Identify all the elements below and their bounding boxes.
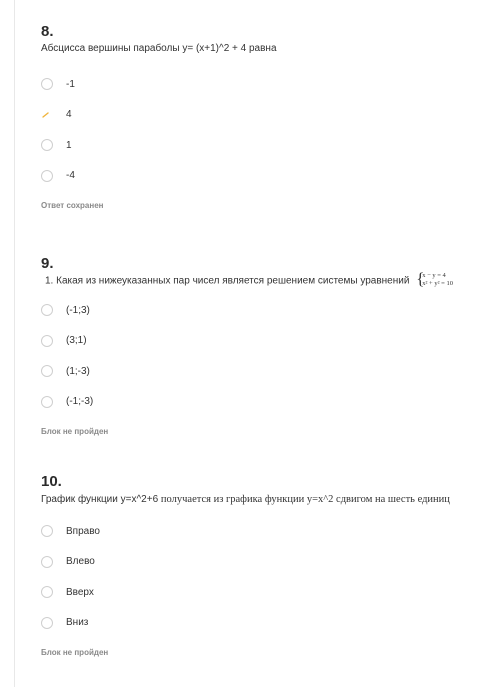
radio-button[interactable] — [41, 335, 53, 347]
option-minus1-3[interactable] — [41, 295, 488, 326]
equation-system — [416, 269, 453, 288]
option-minus-4[interactable] — [41, 161, 488, 192]
option-label: 4 — [66, 109, 72, 121]
option-label: Вниз — [66, 617, 89, 629]
question-number: 9. — [41, 255, 54, 272]
option-label: (-1;3) — [66, 304, 90, 316]
answer-options — [41, 69, 488, 191]
option-right[interactable] — [41, 516, 488, 547]
question-9 — [41, 256, 488, 436]
option-left[interactable] — [41, 547, 488, 578]
question-number: 8. — [41, 23, 54, 40]
question-text-row — [41, 269, 488, 289]
option-1-minus3[interactable] — [41, 356, 488, 387]
option-minus-1[interactable] — [41, 69, 488, 100]
question-text: 1. Какая из нижеуказанных пар чисел является решением системы уравнений — [45, 275, 410, 287]
option-minus1-minus3[interactable] — [41, 387, 488, 418]
left-border-line — [14, 0, 15, 687]
option-label: (1;-3) — [66, 365, 90, 377]
option-4[interactable] — [41, 100, 488, 131]
radio-button[interactable] — [41, 139, 53, 151]
option-label: (-1;-3) — [66, 396, 94, 408]
radio-button[interactable] — [41, 365, 53, 377]
radio-button[interactable] — [41, 304, 53, 316]
option-label: -1 — [66, 78, 75, 90]
question-10 — [41, 474, 488, 657]
option-label: Вверх — [66, 586, 94, 598]
question-8 — [41, 24, 488, 210]
equation-1: x − y = 4 — [422, 272, 446, 279]
radio-button[interactable] — [41, 586, 53, 598]
radio-button[interactable] — [41, 617, 53, 629]
radio-button[interactable] — [41, 525, 53, 537]
option-down[interactable] — [41, 608, 488, 639]
option-label: Вправо — [66, 525, 100, 537]
option-up[interactable] — [41, 577, 488, 608]
question-text: Абсцисса вершины параболы у= (х+1)^2 + 4 равна — [41, 43, 277, 54]
equation-2: x² + y² = 10 — [422, 280, 453, 287]
question-text-continued: получается из графика функции у=х^2 сдвигом на шесть единиц — [160, 494, 450, 505]
option-label: -4 — [66, 170, 75, 182]
option-label: (3;1) — [66, 335, 87, 347]
question-text: График функции у=x^2+6 — [41, 494, 159, 505]
status-text: Блок не пройден — [41, 648, 109, 657]
status-text: Ответ сохранен — [41, 201, 104, 210]
option-label: 1 — [66, 139, 72, 151]
radio-button[interactable] — [41, 556, 53, 568]
answer-options — [41, 516, 488, 638]
option-1[interactable] — [41, 130, 488, 161]
radio-button[interactable] — [41, 78, 53, 90]
checkmark-icon[interactable] — [41, 109, 53, 121]
radio-button[interactable] — [41, 170, 53, 182]
option-3-1[interactable] — [41, 326, 488, 357]
answer-options — [41, 295, 488, 417]
option-label: Влево — [66, 556, 95, 568]
radio-button[interactable] — [41, 396, 53, 408]
question-text-row — [41, 493, 488, 506]
status-text: Блок не пройден — [41, 427, 109, 436]
question-number: 10. — [41, 473, 62, 490]
brace-icon: { — [416, 269, 425, 288]
